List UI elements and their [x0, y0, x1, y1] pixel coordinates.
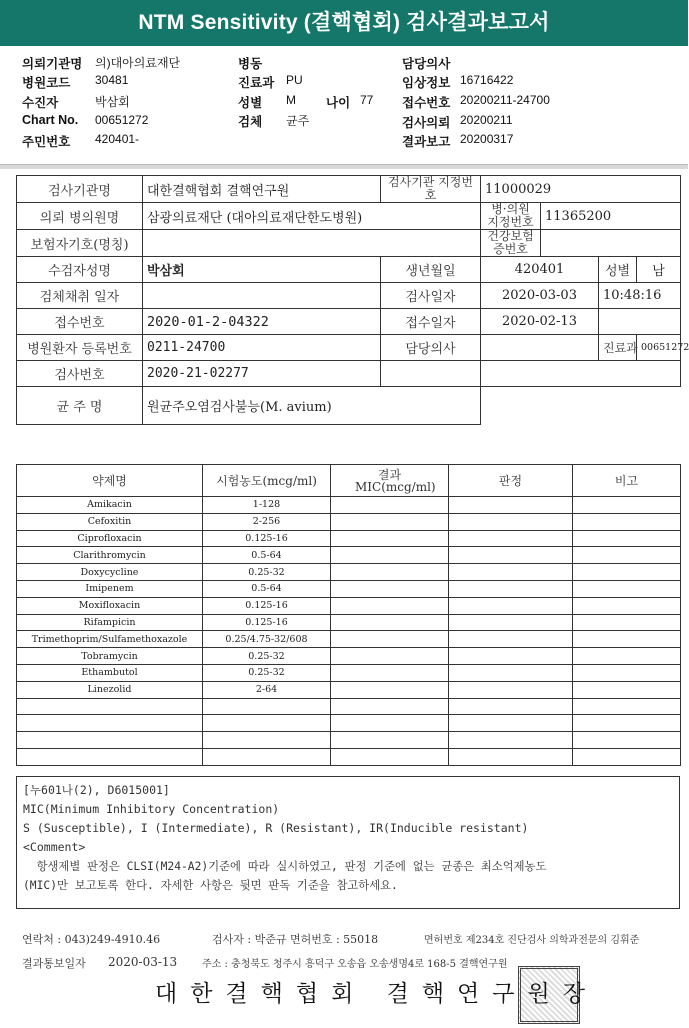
- form-doctor-label: 담당의사: [381, 335, 481, 361]
- remarks-cell: [573, 664, 681, 681]
- interpretation-cell: [449, 547, 573, 564]
- table-row: [17, 564, 681, 581]
- drug-cell: [17, 732, 203, 749]
- range-cell: 0.5-64: [203, 580, 331, 597]
- table-row: [17, 530, 681, 547]
- report-title: NTM Sensitivity (결핵협회) 검사결과보고서: [0, 0, 688, 46]
- organism-label: 균 주 명: [17, 387, 143, 425]
- header-divider: [0, 164, 688, 169]
- reg-no-label: 병원환자 등록번호: [17, 335, 143, 361]
- hosp-code-label: 병·의원 지정번호: [481, 203, 541, 230]
- form-dept-label: 진료과: [599, 335, 637, 361]
- drug-cell: Tobramycin: [17, 648, 203, 665]
- chart-label: Chart No.: [22, 113, 79, 127]
- range-cell: 0.25-32: [203, 648, 331, 665]
- interpretation-cell: [449, 564, 573, 581]
- mic-cell: [331, 614, 449, 631]
- drug-cell: Linezolid: [17, 681, 203, 698]
- remarks-cell: [573, 681, 681, 698]
- footer-contact: 연락처 : 043)249-4910.46: [22, 933, 161, 946]
- test-time-value: 10:48:16: [599, 283, 681, 309]
- accession-value: 20200211-24700: [460, 93, 550, 107]
- mic-cell: [331, 547, 449, 564]
- hospital-label: 의뢰기관명: [22, 57, 83, 71]
- name-value: 박삼회: [143, 257, 381, 283]
- mic-cell: [331, 648, 449, 665]
- lab-value: 대한결핵협회 결핵연구원: [143, 176, 381, 203]
- table-row: [17, 631, 681, 648]
- ssn-label: 주민번호: [22, 135, 71, 149]
- chart-value: 00651272: [95, 113, 149, 127]
- interpretation-cell: [449, 732, 573, 749]
- table-row: [17, 748, 681, 765]
- collect-value: [143, 283, 381, 309]
- test-date-value: 2020-03-03: [481, 283, 599, 309]
- request-label: 검사의뢰: [402, 116, 451, 130]
- drug-cell: Imipenem: [17, 580, 203, 597]
- range-cell: 0.5-64: [203, 547, 331, 564]
- remarks-cell: [573, 698, 681, 715]
- range-cell: [203, 748, 331, 765]
- range-cell: 2-64: [203, 681, 331, 698]
- mic-cell: [331, 631, 449, 648]
- drug-cell: Ethambutol: [17, 664, 203, 681]
- interpretation-cell: [449, 513, 573, 530]
- hospital-value: 의)대아의료재단: [95, 56, 181, 70]
- drug-table: [16, 464, 681, 766]
- table-row: [17, 614, 681, 631]
- interpretation-header: 판정: [449, 465, 573, 497]
- comment-mic: MIC(Minimum Inhibitory Concentration): [23, 802, 280, 816]
- test-no-blank: [381, 361, 481, 387]
- report-value: 20200317: [460, 132, 514, 146]
- dob-label: 생년월일: [381, 257, 481, 283]
- range-cell: 2-256: [203, 513, 331, 530]
- drug-cell: [17, 698, 203, 715]
- mic-cell: [331, 664, 449, 681]
- recv-date-label: 접수일자: [381, 309, 481, 335]
- drug-cell: Doxycycline: [17, 564, 203, 581]
- collect-label: 검체채취 일자: [17, 283, 143, 309]
- table-row: [17, 648, 681, 665]
- patient-value: 박삼회: [95, 95, 130, 109]
- sex-label: 성별: [238, 96, 263, 110]
- accession-label: 접수번호: [402, 96, 451, 110]
- mic-cell: [331, 580, 449, 597]
- mic-cell: [331, 497, 449, 514]
- insured-label: 보험자기호(명칭): [17, 230, 143, 257]
- range-cell: 0.25-32: [203, 664, 331, 681]
- drug-cell: Ciprofloxacin: [17, 530, 203, 547]
- drug-header: 약제명: [17, 465, 203, 497]
- interpretation-cell: [449, 681, 573, 698]
- interpretation-cell: [449, 648, 573, 665]
- report-header: [0, 46, 688, 164]
- range-cell: 0.125-16: [203, 597, 331, 614]
- remarks-cell: [573, 547, 681, 564]
- remarks-cell: [573, 631, 681, 648]
- range-cell: 0.25/4.75-32/608: [203, 631, 331, 648]
- ssn-value: 420401-: [95, 132, 140, 146]
- drug-cell: Amikacin: [17, 497, 203, 514]
- footer-tester: 검사자 : 박준규 면허번호 : 55018: [212, 933, 379, 946]
- footer-license: 면허번호 제234호 진단검사 의학과전문의 김휘준: [424, 935, 640, 946]
- table-row: [17, 513, 681, 530]
- clinical-value: 16716422: [460, 73, 514, 87]
- interpretation-cell: [449, 631, 573, 648]
- mic-cell: [331, 715, 449, 732]
- interpretation-cell: [449, 715, 573, 732]
- comment-line2: (MIC)만 보고토록 한다. 자세한 사항은 뒷면 판독 기준을 참고하세요.: [23, 879, 398, 892]
- interpretation-cell: [449, 530, 573, 547]
- interpretation-cell: [449, 597, 573, 614]
- ward-label: 병동: [238, 57, 263, 71]
- table-row: [17, 715, 681, 732]
- drug-cell: Cefoxitin: [17, 513, 203, 530]
- organism-value: 원균주오염검사불능(M. avium): [143, 387, 481, 425]
- remarks-cell: [573, 530, 681, 547]
- test-date-label: 검사일자: [381, 283, 481, 309]
- req-hosp-label: 의뢰 병의원명: [17, 203, 143, 230]
- name-label: 수검자성명: [17, 257, 143, 283]
- comment-line1: 항생제별 판정은 CLSI(M24-A2)기준에 따라 실시하였고, 판정 기준에 없는 균종은 최소억제농도: [23, 860, 547, 873]
- code-value: 30481: [95, 73, 129, 87]
- table-row: [17, 698, 681, 715]
- remarks-cell: [573, 732, 681, 749]
- insured-value: [143, 230, 481, 257]
- specimen-label: 검체: [238, 115, 263, 129]
- hosp-code-value: 11365200: [541, 203, 681, 230]
- mic-cell: [331, 698, 449, 715]
- remarks-header: 비고: [573, 465, 681, 497]
- organism-blank: [481, 387, 681, 425]
- test-no-blank2: [481, 361, 681, 387]
- req-hosp-value: 삼광의료재단 (대아의료재단한도병원): [143, 203, 481, 230]
- report-label: 결과보고: [402, 135, 451, 149]
- dob-value: 420401: [481, 257, 599, 283]
- mic-cell: [331, 530, 449, 547]
- range-cell: [203, 715, 331, 732]
- mic-cell: [331, 564, 449, 581]
- table-row: [17, 580, 681, 597]
- test-no-label: 검사번호: [17, 361, 143, 387]
- comment-code: [누601나(2), D6015001]: [23, 783, 170, 797]
- table-row: [17, 732, 681, 749]
- drug-cell: [17, 715, 203, 732]
- clinical-label: 임상정보: [402, 76, 451, 90]
- interpretation-cell: [449, 698, 573, 715]
- comment-box: [16, 776, 680, 909]
- interpretation-cell: [449, 664, 573, 681]
- table-row: [17, 547, 681, 564]
- footer-institution: 대한결핵협회 결핵연구원장: [155, 981, 598, 1007]
- doctor-label: 담당의사: [402, 57, 451, 71]
- comment-legend: S (Susceptible), I (Intermediate), R (Resistant), IR(Inducible resistant): [23, 821, 529, 835]
- recv-no-value: 2020-01-2-04322: [143, 309, 381, 335]
- test-no-value: 2020-21-02277: [143, 361, 381, 387]
- sex-value: M: [286, 93, 296, 107]
- remarks-cell: [573, 748, 681, 765]
- remarks-cell: [573, 614, 681, 631]
- code-label: 병원코드: [22, 76, 71, 90]
- reg-no-value: 0211-24700: [143, 335, 381, 361]
- drug-cell: [17, 748, 203, 765]
- interpretation-cell: [449, 580, 573, 597]
- mic-cell: [331, 732, 449, 749]
- range-cell: 0.125-16: [203, 530, 331, 547]
- interpretation-cell: [449, 748, 573, 765]
- remarks-cell: [573, 497, 681, 514]
- age-label: 나이: [326, 96, 351, 110]
- age-value: 77: [360, 93, 374, 107]
- table-row: [17, 597, 681, 614]
- table-row: [17, 497, 681, 514]
- lab-code-value: 11000029: [481, 176, 681, 203]
- mic-header: 결과 MIC(mcg/ml): [331, 465, 449, 497]
- table-row: [17, 681, 681, 698]
- sex-form-label: 성별: [599, 257, 637, 283]
- range-header: 시험농도(mcg/ml): [203, 465, 331, 497]
- request-value: 20200211: [460, 113, 513, 127]
- range-cell: 0.125-16: [203, 614, 331, 631]
- form-doctor-value: [481, 335, 599, 361]
- lab-code-label: 검사기관 지정번호: [381, 176, 481, 203]
- mic-cell: [331, 513, 449, 530]
- range-cell: [203, 698, 331, 715]
- drug-cell: Trimethoprim/Sulfamethoxazole: [17, 631, 203, 648]
- remarks-cell: [573, 564, 681, 581]
- lab-label: 검사기관명: [17, 176, 143, 203]
- footer-report-date-label: 결과통보일자: [22, 957, 86, 970]
- recv-no-label: 접수번호: [17, 309, 143, 335]
- interpretation-cell: [449, 497, 573, 514]
- remarks-cell: [573, 580, 681, 597]
- mic-cell: [331, 597, 449, 614]
- range-cell: 1-128: [203, 497, 331, 514]
- request-form-table: [16, 175, 689, 425]
- remarks-cell: [573, 715, 681, 732]
- remarks-cell: [573, 513, 681, 530]
- table-row: [17, 664, 681, 681]
- dept-value: PU: [286, 73, 303, 87]
- dept-label: 진료과: [238, 76, 275, 90]
- drug-cell: Clarithromycin: [17, 547, 203, 564]
- remarks-cell: [573, 597, 681, 614]
- mic-cell: [331, 748, 449, 765]
- sex-form-value: 남: [637, 257, 681, 283]
- comment-title: <Comment>: [23, 840, 86, 854]
- form-dept-value: 00651272: [637, 335, 681, 361]
- recv-date-value: 2020-02-13: [481, 309, 599, 335]
- interpretation-cell: [449, 614, 573, 631]
- drug-cell: Moxifloxacin: [17, 597, 203, 614]
- recv-blank: [599, 309, 681, 335]
- drug-cell: Rifampicin: [17, 614, 203, 631]
- specimen-value: 균주: [286, 114, 310, 128]
- footer-report-date: 2020-03-13: [108, 955, 178, 969]
- range-cell: 0.25-32: [203, 564, 331, 581]
- insurance-no-label: 건강보험 증번호: [481, 230, 541, 257]
- range-cell: [203, 732, 331, 749]
- footer-address: 주소 : 충청북도 청주시 흥덕구 오송읍 오송생명4로 168-5 결핵연구원: [202, 959, 508, 970]
- remarks-cell: [573, 648, 681, 665]
- patient-label: 수진자: [22, 96, 59, 110]
- mic-cell: [331, 681, 449, 698]
- insurance-no-value: [541, 230, 681, 257]
